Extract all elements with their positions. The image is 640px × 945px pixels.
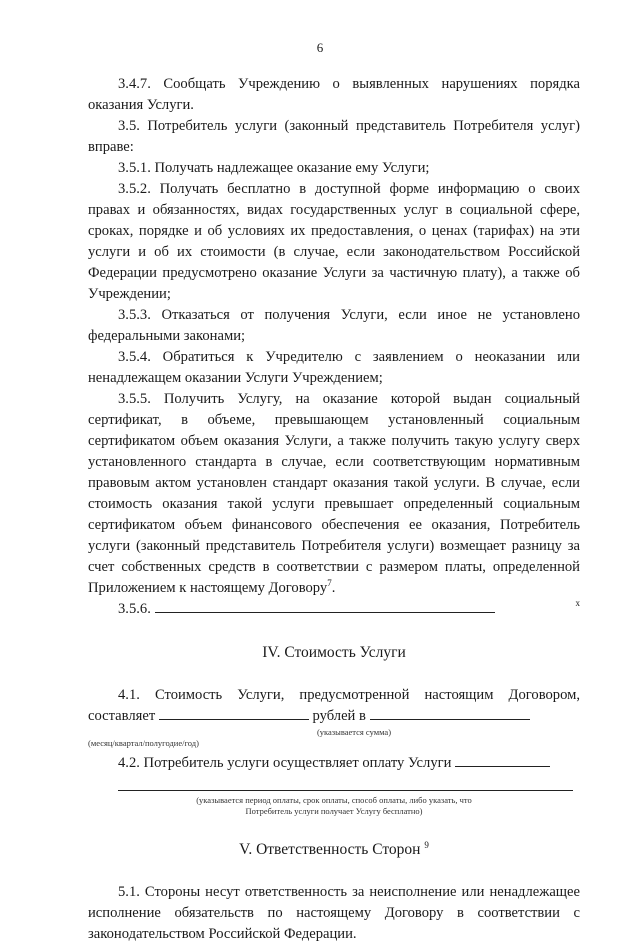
clause-3-5-5-text: 3.5.5. Получить Услугу, на оказание которой выдан социальный сертификат, в объеме, превышающем установленный социальным сертификатом объем оказания Услуги, а также получить такую услугу сверх установленного стандарта в случае, если соответствующим нормативным правовым актом установлен стандарт оказания такой услуги. В случае, если стоимость оказания такой услуги превышает определенный социальным сертификатом объем финансового обеспечения ее оказания, Потребитель услуги (законный представитель Потребителя услуги) возмещает разницу за счет собственных средств в соответствии с размером платы, определенной Приложением к настоящему Договору (88, 391, 580, 596)
sum-blank (159, 707, 309, 720)
sum-caption: (указывается сумма) (316, 727, 392, 737)
clause-3-5-3: 3.5.3. Отказаться от получения Услуги, если иное не установлено федеральными законами; (88, 307, 580, 344)
clause-4-2 (88, 753, 580, 774)
clause-4-2-text: 4.2. Потребитель услуги осуществляет оплату Услуги (118, 755, 452, 771)
period-caption: (месяц/квартал/полугодие/год) (88, 738, 199, 748)
section-4-heading: IV. Стоимость Услуги (262, 644, 406, 661)
clause-3-5-1: 3.5.1. Получать надлежащее оказание ему Услуги; (118, 160, 430, 176)
page-number: 6 (316, 40, 324, 55)
clause-3-4-7: 3.4.7. Сообщать Учреждению о выявленных нарушениях порядка оказания Услуги. (88, 76, 580, 113)
clause-3-5-5 (88, 389, 580, 599)
clause-3-5-4: 3.5.4. Обратиться к Учредителю с заявлением о неоказании или ненадлежащем оказании Услуги Учреждением; (88, 349, 580, 386)
clause-3-5-6-number: 3.5.6. (118, 601, 151, 617)
payment-caption-2: Потребитель услуги получает Услугу бесплатно) (245, 806, 423, 816)
payment-caption-1: (указывается период оплаты, срок оплаты, способ оплаты, либо указать, что (196, 795, 472, 805)
section-5-title: V. Ответственность Сторон (239, 841, 421, 858)
clause-3-5-6-blank (155, 600, 495, 613)
clause-3-5: 3.5. Потребитель услуги (законный представитель Потребителя услуг) вправе: (88, 118, 580, 155)
clause-3-5-5-end: . (331, 580, 336, 596)
document-body (88, 74, 580, 945)
payment-blank-2 (118, 778, 573, 791)
clause-5-1: 5.1. Стороны несут ответственность за неисполнение или ненадлежащее исполнение обязательств по настоящему Договору в соответствии с законодательством Российской Федерации. (88, 884, 580, 942)
footnote-ref-7: 7 (327, 578, 332, 589)
clause-4-1-text: 4.1. Стоимость Услуги, предусмотренной настоящим Договором, составляет (88, 687, 580, 724)
period-blank (370, 707, 530, 720)
clause-4-1-rub: рублей в (312, 708, 366, 724)
footnote-ref-9: 9 (424, 839, 429, 850)
clause-3-5-2: 3.5.2. Получать бесплатно в доступной форме информацию о своих правах и обязанностях, видах государственных услуг в социальной сфере, сроках, порядке и об условиях их предоставления, о ценах (тарифах) на эти услуги и об их стоимости (в случае, если законодательством Российской Федерации предусмотрено оказание Услуги за частичную плату), а также об Учреждении; (88, 181, 580, 302)
payment-blank-1 (455, 754, 550, 767)
corner-x-mark: x (575, 598, 580, 608)
clause-4-1 (88, 685, 580, 727)
clause-3-5-6 (88, 599, 580, 620)
payment-blank-row (88, 774, 580, 795)
section-5-heading (88, 839, 580, 860)
